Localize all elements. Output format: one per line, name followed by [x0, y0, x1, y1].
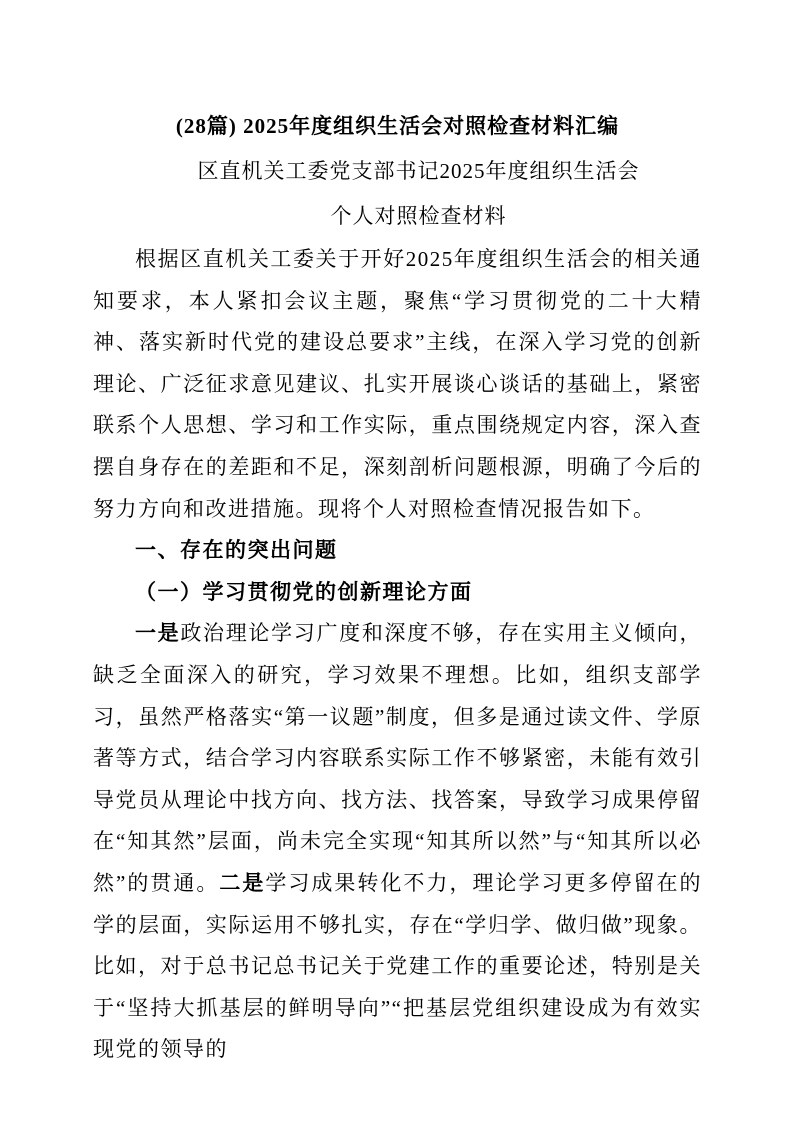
document-subtitle-line-2: 个人对照检查材料 [330, 204, 507, 228]
document-subtitle-line-1: 区直机关工委党支部书记2025年度组织生活会 [197, 159, 640, 183]
emphasis-text-run: 二是 [219, 870, 266, 895]
document-title: (28篇) 2025年度组织生活会对照检查材料汇编 [175, 114, 620, 138]
emphasis-text-run: （一）学习贯彻党的创新理论方面 [135, 579, 473, 604]
emphasis-text-run: 一是 [135, 621, 181, 646]
document-body [93, 239, 702, 1071]
text-run: 学习成果转化不力，理论学习更多停留在的学的层面，实际运用不够扎实，存在“学归学、做归做”现象。比如，对于总书记总书记关于党建工作的重要论述，特别是关于“坚持大抓基层的鲜明导向”“把基层党组织建设成为有效实现党的领导的 [93, 870, 703, 1062]
subsection-heading [93, 572, 702, 614]
emphasis-text-run: 一、存在的突出问题 [135, 538, 338, 563]
paragraph [93, 239, 702, 530]
section-heading [93, 530, 702, 572]
text-run: 政治理论学习广度和深度不够，存在实用主义倾向，缺乏全面深入的研究，学习效果不理想。比如，组织支部学习，虽然严格落实“第一议题”制度，但多是通过读文件、学原著等方式，结合学习内容联系实际工作不够紧密，未能有效引导党员从理论中找方向、找方法、找答案，导致学习成果停留在“知其然”层面，尚未完全实现“知其所以然”与“知其所以必然”的贯通。 [93, 621, 702, 895]
text-run: 根据区直机关工委关于开好2025年度组织生活会的相关通知要求，本人紧扣会议主题，聚焦“学习贯彻党的二十大精神、落实新时代党的建设总要求”主线，在深入学习党的创新理论、广泛征求意见建议、扎实开展谈心谈话的基础上，紧密联系个人思想、学习和工作实际，重点围绕规定内容，深入查摆自身存在的差距和不足，深刻剖析问题根源，明确了今后的努力方向和改进措施。现将个人对照检查情况报告如下。 [93, 247, 702, 521]
document-content [93, 104, 702, 1071]
paragraph [93, 613, 702, 1071]
